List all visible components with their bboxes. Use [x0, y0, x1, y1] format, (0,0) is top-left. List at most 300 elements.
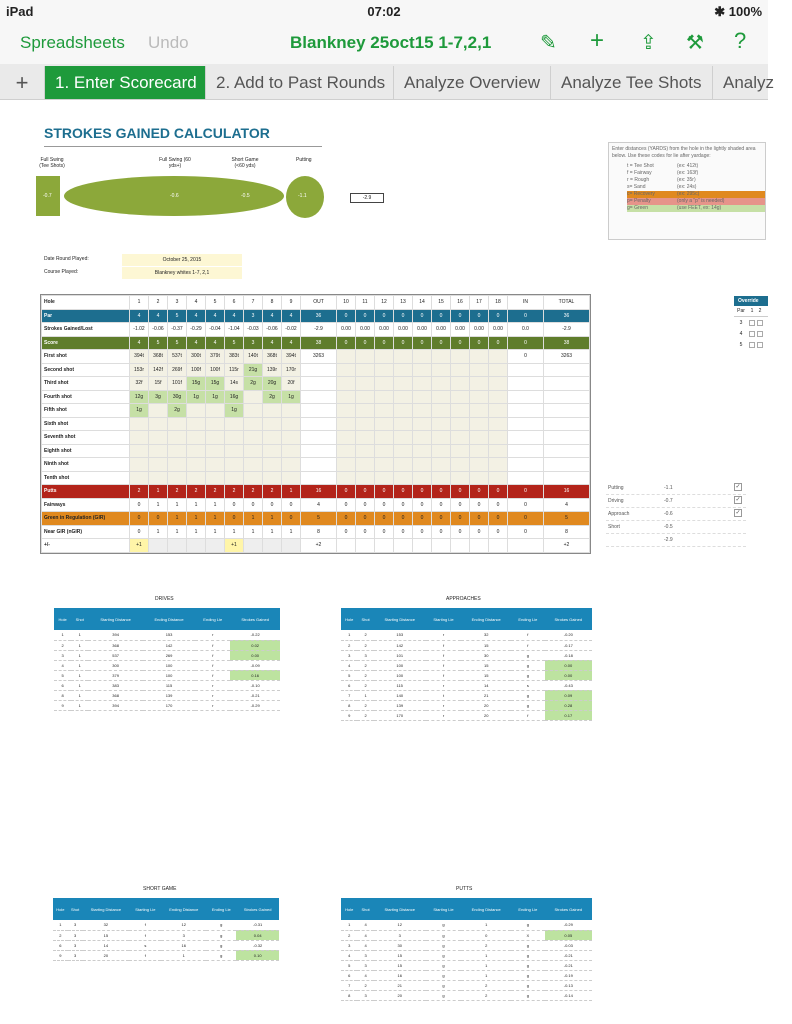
score-row	[42, 525, 590, 539]
score-header-cell: 15	[432, 296, 451, 310]
table-header-cell: Ending Lie	[206, 898, 236, 920]
score-cell[interactable]	[337, 444, 356, 458]
score-cell[interactable]	[356, 458, 375, 472]
score-cell[interactable]	[394, 458, 413, 472]
add-sheet-button[interactable]: +	[15, 70, 29, 95]
table-cell: 139	[143, 690, 195, 700]
score-cell[interactable]	[394, 350, 413, 364]
score-cell[interactable]	[244, 444, 263, 458]
score-cell[interactable]: 15g	[187, 377, 206, 391]
table-cell: 30	[461, 650, 511, 660]
table-cell: 6	[53, 940, 68, 950]
override-checkbox[interactable]	[757, 342, 763, 348]
score-cell[interactable]	[375, 444, 394, 458]
score-cell[interactable]: 1g	[130, 404, 149, 418]
score-cell[interactable]	[451, 404, 470, 418]
score-cell[interactable]	[206, 417, 225, 431]
score-cell[interactable]: 15g	[206, 377, 225, 391]
score-cell[interactable]	[263, 431, 282, 445]
score-cell[interactable]	[337, 458, 356, 472]
score-cell: 0	[130, 512, 149, 526]
score-cell[interactable]: 1g	[225, 404, 244, 418]
score-cell[interactable]	[489, 350, 508, 364]
score-cell[interactable]: 1g	[282, 390, 301, 404]
score-cell[interactable]	[244, 417, 263, 431]
score-cell[interactable]: 21g	[244, 363, 263, 377]
score-cell[interactable]: 368t	[149, 350, 168, 364]
score-cell[interactable]	[337, 390, 356, 404]
table-cell: -0.20	[545, 630, 592, 640]
table-cell: 6	[341, 970, 357, 980]
score-cell[interactable]	[244, 471, 263, 485]
score-cell[interactable]	[375, 417, 394, 431]
table-cell: 8	[341, 700, 357, 710]
score-cell[interactable]	[470, 431, 489, 445]
legend-example: (only a "p" is needed)	[677, 198, 725, 204]
legend-row	[627, 163, 765, 170]
score-cell: 4	[130, 309, 149, 323]
score-cell[interactable]: 2g	[244, 377, 263, 391]
score-cell[interactable]	[394, 404, 413, 418]
score-cell[interactable]	[206, 471, 225, 485]
score-cell[interactable]	[356, 363, 375, 377]
score-cell[interactable]	[489, 471, 508, 485]
score-cell[interactable]: 3g	[149, 390, 168, 404]
score-cell[interactable]	[337, 404, 356, 418]
score-cell[interactable]	[206, 444, 225, 458]
score-cell[interactable]: 368t	[263, 350, 282, 364]
score-cell[interactable]	[282, 444, 301, 458]
score-cell[interactable]: 115r	[225, 363, 244, 377]
score-cell[interactable]	[168, 444, 187, 458]
score-cell[interactable]	[489, 377, 508, 391]
table-row	[341, 990, 592, 1000]
date-field[interactable]: October 25, 2015	[122, 254, 242, 266]
check-icon[interactable]: ✓	[735, 497, 741, 503]
score-row-label: Fifth shot	[42, 404, 130, 418]
score-cell[interactable]: 1g	[206, 390, 225, 404]
score-cell[interactable]	[244, 458, 263, 472]
score-cell[interactable]	[432, 390, 451, 404]
score-cell[interactable]	[394, 377, 413, 391]
score-cell[interactable]	[356, 390, 375, 404]
score-cell[interactable]	[451, 431, 470, 445]
score-cell[interactable]	[282, 404, 301, 418]
score-cell[interactable]	[149, 431, 168, 445]
override-checkbox[interactable]	[749, 331, 755, 337]
table-cell: -0.29	[230, 700, 280, 710]
score-cell[interactable]: 379t	[206, 350, 225, 364]
score-cell: -0.29	[187, 323, 206, 337]
score-cell[interactable]	[375, 404, 394, 418]
table-cell: 2	[54, 640, 71, 650]
score-cell: 2	[168, 485, 187, 499]
score-cell: 0	[470, 525, 489, 539]
wrench-icon[interactable]: ⚒	[686, 32, 704, 54]
score-cell[interactable]	[470, 390, 489, 404]
score-row	[42, 390, 590, 404]
score-cell[interactable]	[263, 404, 282, 418]
score-cell[interactable]	[225, 458, 244, 472]
score-cell[interactable]	[432, 377, 451, 391]
score-cell: 0.00	[470, 323, 489, 337]
score-cell[interactable]	[356, 417, 375, 431]
override-checkbox[interactable]	[749, 342, 755, 348]
table-cell: 9	[54, 700, 71, 710]
table-cell: 379	[88, 670, 143, 680]
score-cell[interactable]: 100f	[187, 363, 206, 377]
table-cell: 3	[161, 930, 206, 940]
table-cell: 2	[357, 680, 373, 690]
score-row	[42, 485, 590, 499]
score-header-cell: 12	[375, 296, 394, 310]
score-cell[interactable]	[149, 458, 168, 472]
score-cell[interactable]	[375, 471, 394, 485]
score-cell[interactable]	[413, 458, 432, 472]
score-cell[interactable]: 153r	[130, 363, 149, 377]
score-cell[interactable]	[187, 417, 206, 431]
score-cell: 1	[149, 485, 168, 499]
score-cell[interactable]	[413, 350, 432, 364]
score-cell[interactable]: 269f	[168, 363, 187, 377]
score-cell[interactable]: 15f	[149, 377, 168, 391]
score-cell[interactable]	[282, 417, 301, 431]
score-cell: 2	[244, 485, 263, 499]
score-cell[interactable]	[489, 431, 508, 445]
score-cell[interactable]	[470, 471, 489, 485]
score-cell[interactable]: 300t	[187, 350, 206, 364]
score-cell: 4	[282, 336, 301, 350]
score-cell[interactable]	[244, 431, 263, 445]
score-cell[interactable]	[451, 390, 470, 404]
score-cell[interactable]	[451, 350, 470, 364]
score-cell[interactable]: 101f	[168, 377, 187, 391]
table-cell: 2	[357, 700, 373, 710]
score-cell[interactable]	[206, 458, 225, 472]
score-cell[interactable]	[149, 444, 168, 458]
score-cell: 4	[206, 309, 225, 323]
score-cell[interactable]	[263, 444, 282, 458]
override-panel	[734, 296, 768, 364]
score-cell: +2	[301, 539, 337, 553]
score-cell[interactable]	[187, 431, 206, 445]
score-cell[interactable]	[263, 458, 282, 472]
score-cell[interactable]	[130, 431, 149, 445]
score-cell[interactable]	[394, 444, 413, 458]
score-cell[interactable]	[168, 417, 187, 431]
legend-example: (ex: 295c)	[677, 191, 700, 197]
score-cell[interactable]	[413, 390, 432, 404]
score-cell[interactable]: 139r	[263, 363, 282, 377]
score-header-row	[42, 296, 590, 310]
score-cell[interactable]: 14s	[225, 377, 244, 391]
table-cell: 1	[71, 670, 88, 680]
score-cell[interactable]	[413, 471, 432, 485]
score-cell[interactable]: 140t	[244, 350, 263, 364]
score-cell[interactable]	[337, 471, 356, 485]
table-cell: g	[426, 970, 462, 980]
approaches-title: APPROACHES	[446, 596, 481, 602]
score-cell[interactable]	[451, 458, 470, 472]
table-cell: 3	[54, 650, 71, 660]
score-cell[interactable]	[413, 444, 432, 458]
score-cell[interactable]	[149, 404, 168, 418]
score-row	[42, 444, 590, 458]
summary-value: -0.7	[664, 498, 673, 504]
score-cell[interactable]	[394, 390, 413, 404]
score-cell[interactable]	[432, 363, 451, 377]
tab-add-past-rounds[interactable]: 2. Add to Past Rounds	[205, 66, 393, 99]
score-cell[interactable]	[470, 444, 489, 458]
score-cell: 0.00	[432, 323, 451, 337]
summary-label: Approach	[608, 511, 630, 517]
score-cell[interactable]	[225, 417, 244, 431]
score-cell[interactable]: 394t	[282, 350, 301, 364]
score-cell[interactable]: 2g	[168, 404, 187, 418]
scorecard	[40, 294, 591, 554]
score-header-cell: 1	[130, 296, 149, 310]
score-cell[interactable]	[225, 431, 244, 445]
score-cell[interactable]: 1g	[187, 390, 206, 404]
score-cell[interactable]	[356, 350, 375, 364]
score-cell	[508, 377, 544, 391]
score-cell[interactable]: 537t	[168, 350, 187, 364]
score-cell[interactable]	[356, 431, 375, 445]
spreadsheets-button[interactable]: Spreadsheets	[20, 33, 125, 52]
check-icon[interactable]: ✓	[735, 484, 741, 490]
score-cell[interactable]	[130, 417, 149, 431]
score-cell[interactable]	[149, 471, 168, 485]
score-header-cell: TOTAL	[544, 296, 590, 310]
score-cell[interactable]	[356, 444, 375, 458]
table-cell: -0.14	[545, 990, 592, 1000]
legend-row	[627, 205, 765, 212]
score-cell[interactable]	[470, 363, 489, 377]
score-cell: 4	[187, 336, 206, 350]
score-row	[42, 539, 590, 553]
legend-code: c= Recovery	[627, 191, 655, 197]
score-cell[interactable]	[470, 417, 489, 431]
score-cell[interactable]	[489, 417, 508, 431]
score-cell[interactable]	[375, 363, 394, 377]
override-checkbox[interactable]	[749, 320, 755, 326]
summary-row	[606, 534, 746, 547]
battery-label: ✱ 100%	[714, 4, 762, 19]
table-header-cell: Ending Distance	[461, 608, 511, 630]
score-cell[interactable]	[187, 444, 206, 458]
table-cell: 9	[341, 710, 357, 720]
score-cell	[508, 431, 544, 445]
score-cell[interactable]	[337, 363, 356, 377]
add-icon[interactable]: +	[590, 27, 605, 54]
score-row-label: Seventh shot	[42, 431, 130, 445]
table-cell: 2	[357, 640, 373, 650]
score-cell[interactable]	[282, 471, 301, 485]
score-cell[interactable]	[337, 350, 356, 364]
score-cell[interactable]	[413, 404, 432, 418]
score-cell[interactable]	[451, 417, 470, 431]
score-cell	[375, 539, 394, 553]
share-icon[interactable]: ⇪	[640, 32, 657, 54]
score-cell[interactable]	[149, 417, 168, 431]
score-cell[interactable]	[356, 377, 375, 391]
score-cell[interactable]	[375, 431, 394, 445]
score-cell[interactable]	[168, 458, 187, 472]
score-cell[interactable]	[432, 471, 451, 485]
score-cell[interactable]: 2g	[263, 390, 282, 404]
score-cell[interactable]	[356, 404, 375, 418]
score-cell[interactable]	[337, 431, 356, 445]
score-cell: 0	[413, 309, 432, 323]
score-cell: 2	[263, 485, 282, 499]
score-cell[interactable]	[489, 444, 508, 458]
score-cell: 0	[130, 525, 149, 539]
score-cell[interactable]	[470, 350, 489, 364]
sheet-canvas[interactable]	[0, 100, 768, 1024]
score-cell[interactable]: 12g	[130, 390, 149, 404]
score-cell[interactable]	[282, 458, 301, 472]
score-cell[interactable]	[375, 377, 394, 391]
score-cell[interactable]: 20f	[282, 377, 301, 391]
score-cell[interactable]	[187, 458, 206, 472]
table-cell: g	[511, 920, 544, 930]
score-cell[interactable]	[451, 363, 470, 377]
score-cell[interactable]	[432, 417, 451, 431]
score-cell[interactable]	[470, 377, 489, 391]
score-cell[interactable]	[432, 458, 451, 472]
table-cell: 0.17	[545, 710, 592, 720]
table-cell: 12	[374, 920, 426, 930]
score-cell[interactable]	[451, 377, 470, 391]
score-cell[interactable]	[187, 404, 206, 418]
document-title[interactable]: Blankney 25oct15 1-7,2,1	[290, 33, 492, 52]
override-checkbox[interactable]	[757, 331, 763, 337]
score-cell[interactable]	[470, 458, 489, 472]
score-cell[interactable]	[432, 404, 451, 418]
score-cell: 0	[394, 525, 413, 539]
tab-enter-scorecard[interactable]: 1. Enter Scorecard	[44, 66, 205, 99]
score-cell[interactable]	[394, 471, 413, 485]
tab-analyze-tee-shots[interactable]: Analyze Tee Shots	[550, 66, 712, 99]
score-cell[interactable]	[206, 431, 225, 445]
table-row	[341, 690, 592, 700]
score-cell[interactable]	[394, 431, 413, 445]
sg-approach-value: -0.6	[170, 193, 179, 199]
score-cell[interactable]	[432, 431, 451, 445]
score-cell[interactable]	[375, 350, 394, 364]
score-cell[interactable]	[337, 417, 356, 431]
score-cell[interactable]	[432, 350, 451, 364]
score-cell[interactable]	[130, 471, 149, 485]
score-cell[interactable]	[413, 377, 432, 391]
score-cell[interactable]	[356, 471, 375, 485]
table-cell: 100	[143, 660, 195, 670]
table-header-cell: Hole	[341, 898, 357, 920]
tab-analyze-overview[interactable]: Analyze Overview	[393, 66, 550, 99]
score-cell[interactable]	[263, 417, 282, 431]
score-cell[interactable]	[413, 431, 432, 445]
score-cell[interactable]: 100f	[206, 363, 225, 377]
score-cell[interactable]: 394t	[130, 350, 149, 364]
score-row	[42, 417, 590, 431]
table-cell: f	[195, 670, 230, 680]
table-cell: f	[195, 650, 230, 660]
score-cell[interactable]	[244, 404, 263, 418]
score-cell: 4	[130, 336, 149, 350]
score-cell[interactable]: 30g	[168, 390, 187, 404]
score-cell[interactable]	[470, 404, 489, 418]
score-cell[interactable]	[489, 458, 508, 472]
score-cell: 0	[451, 485, 470, 499]
score-cell[interactable]	[130, 444, 149, 458]
score-row-label: First shot	[42, 350, 130, 364]
table-cell: 3	[374, 930, 426, 940]
score-cell[interactable]	[225, 471, 244, 485]
table-header-row	[53, 898, 279, 920]
undo-button[interactable]: Undo	[148, 33, 189, 52]
table-cell: 32	[83, 920, 130, 930]
format-brush-icon[interactable]: ✎	[540, 32, 557, 54]
score-cell[interactable]	[413, 417, 432, 431]
score-cell[interactable]	[394, 417, 413, 431]
table-cell: 100	[143, 670, 195, 680]
head-short-game: Short Game (<60 yds)	[231, 157, 259, 169]
table-cell: 4	[357, 920, 373, 930]
score-cell[interactable]	[413, 363, 432, 377]
score-cell[interactable]	[489, 363, 508, 377]
score-cell[interactable]	[225, 444, 244, 458]
score-cell[interactable]	[337, 377, 356, 391]
score-cell: 0	[470, 485, 489, 499]
score-cell[interactable]	[282, 431, 301, 445]
table-row	[341, 970, 592, 980]
check-icon[interactable]: ✓	[735, 510, 741, 516]
score-cell[interactable]: 20g	[263, 377, 282, 391]
help-icon[interactable]: ?	[734, 28, 747, 53]
score-cell[interactable]	[375, 390, 394, 404]
table-cell: g	[511, 940, 544, 950]
score-cell[interactable]	[168, 471, 187, 485]
score-cell[interactable]	[451, 444, 470, 458]
table-cell: 20	[461, 700, 511, 710]
score-cell[interactable]: 170r	[282, 363, 301, 377]
score-cell[interactable]	[206, 404, 225, 418]
score-cell[interactable]	[489, 390, 508, 404]
score-cell[interactable]	[263, 471, 282, 485]
course-field[interactable]: Blankney whites 1-7, 2,1	[122, 267, 242, 279]
score-cell[interactable]	[375, 458, 394, 472]
override-checkbox[interactable]	[757, 320, 763, 326]
score-cell[interactable]: 32f	[130, 377, 149, 391]
score-cell[interactable]: 383t	[225, 350, 244, 364]
score-cell[interactable]	[432, 444, 451, 458]
table-cell: 4	[357, 940, 373, 950]
score-cell: 0	[375, 485, 394, 499]
tab-analyze-more[interactable]: Analyz	[712, 66, 792, 99]
score-cell[interactable]	[244, 390, 263, 404]
score-cell[interactable]: 16g	[225, 390, 244, 404]
table-header-cell: Ending Distance	[143, 608, 195, 630]
score-cell[interactable]	[394, 363, 413, 377]
score-cell[interactable]	[130, 458, 149, 472]
score-cell[interactable]: 142f	[149, 363, 168, 377]
score-cell[interactable]	[187, 471, 206, 485]
sg-tee-value: -0.7	[43, 193, 52, 199]
score-cell[interactable]	[451, 471, 470, 485]
score-cell[interactable]	[489, 404, 508, 418]
score-cell: 0	[489, 525, 508, 539]
score-cell[interactable]	[168, 431, 187, 445]
